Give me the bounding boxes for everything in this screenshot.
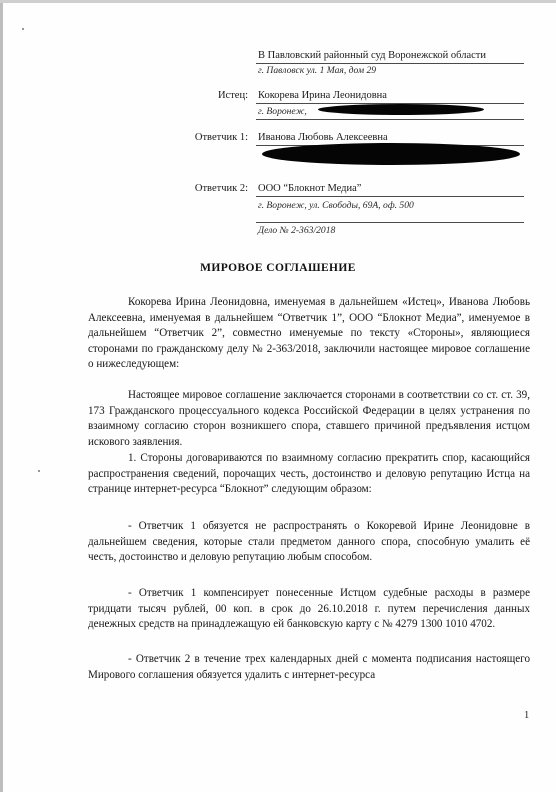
defendant2-address: г. Воронеж, ул. Свободы, 69А, оф. 500 — [258, 200, 414, 211]
paragraph-clause-1: 1. Стороны договариваются по взаимному согласию прекратить спор, касающийся распространения сведений, порочащих честь, достоинство и деловую репутацию Истца на странице интернет-ресурса “Блокнот” следующим образом: — [88, 452, 530, 495]
paragraph-obligation-2: - Ответчик 1 компенсирует понесенные Истцом судебные расходы в размере тридцати тысяч рублей, 00 коп. в срок до 26.10.2018 г. путем перечисления данных денежных средств на принадлежащую ей банковскую карту с № 4279 1300 1010 4702. — [88, 587, 530, 630]
court-underline — [256, 63, 524, 64]
plaintiff-name: Кокорева Ирина Леонидовна — [258, 90, 387, 101]
plaintiff-address: г. Воронеж, — [258, 106, 307, 117]
defendant2-name: ООО “Блокнот Медиа” — [258, 183, 362, 194]
defendant2-address-underline — [256, 222, 524, 223]
redaction-mark — [318, 104, 484, 115]
scan-speck — [22, 28, 24, 30]
case-number: Дело № 2-363/2018 — [258, 225, 336, 236]
document-title: МИРОВОЕ СОГЛАШЕНИЕ — [200, 262, 356, 274]
scan-edge-left — [0, 0, 3, 792]
paragraph-obligation-3: - Ответчик 2 в течение трех календарных дней с момента подписания настоящего Мирового соглашения обязуется удалить с интернет-ресурса — [88, 653, 530, 681]
scan-speck — [38, 470, 40, 472]
court-name: В Павловский районный суд Воронежской области — [258, 50, 487, 61]
defendant1-name: Иванова Любовь Алексеевна — [258, 132, 388, 143]
paragraph-basis: Настоящее мировое соглашение заключается сторонами в соответствии со ст. ст. 39, 173 Гражданского процессуального кодекса Российской Федерации в целях устранения по взаимному согласию сторон возникшего спора, ставшего причиной предъявления истцом искового заявления. — [88, 389, 530, 448]
paragraph-parties: Кокорева Ирина Леонидовна, именуемая в дальнейшем «Истец», Иванова Любовь Алексеевна, именуемая в дальнейшем “Ответчик 1”, ООО “Блокнот Медиа”, именуемое в дальнейшем “Ответчик 2”, совместно именуемые по тексту «Стороны», являющиеся сторонами по гражданскому делу № 2-363/2018, заключили настоящее мировое соглашение о нижеследующем: — [88, 296, 530, 370]
plaintiff-label: Истец: — [217, 90, 248, 101]
redaction-mark — [262, 143, 520, 165]
defendant2-label: Ответчик 2: — [194, 183, 248, 194]
page-number: 1 — [524, 710, 530, 721]
scan-edge-top — [0, 0, 556, 3]
court-address: г. Павловск ул. 1 Мая, дом 29 — [258, 65, 377, 76]
plaintiff-address-underline — [256, 119, 524, 120]
defendant1-label: Ответчик 1: — [194, 132, 248, 143]
defendant2-underline — [256, 196, 524, 197]
paragraph-obligation-1: - Ответчик 1 обязуется не распространять о Кокоревой Ирине Леонидовне в дальнейшем сведения, которые стали предметом данного спора, способную умалить её честь, достоинство и деловую репутацию любым способом. — [88, 520, 530, 563]
